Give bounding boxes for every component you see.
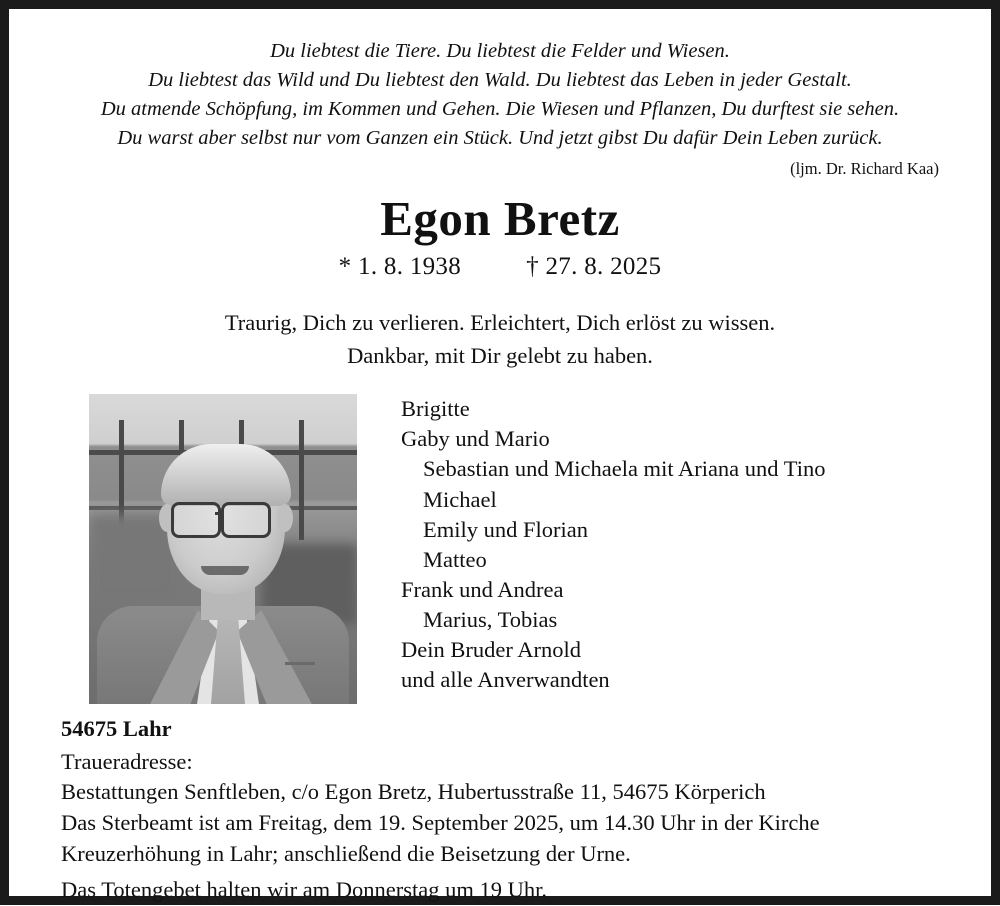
tribute xyxy=(39,307,961,372)
family-member: Brigitte xyxy=(401,396,470,422)
portrait-glasses-left xyxy=(171,502,221,538)
family-member: Emily und Florian xyxy=(423,516,588,542)
tribute-line: Dankbar, mit Dir gelebt zu haben. xyxy=(347,342,653,368)
place-line: 54675 Lahr xyxy=(61,716,172,742)
prayer-line: Das Totengebet halten wir am Donnerstag um 19 Uhr. xyxy=(61,877,548,903)
poem xyxy=(39,37,961,153)
poem-attribution: (ljm. Dr. Richard Kaa) xyxy=(790,159,939,179)
address-label: Traueradresse: xyxy=(61,748,193,774)
portrait-glasses-bridge xyxy=(215,512,223,515)
family-member: Marius, Tobias xyxy=(423,607,558,633)
portrait-glasses-right xyxy=(221,502,271,538)
service-line: Kreuzerhöhung in Lahr; anschließend die Beisetzung der Urne. xyxy=(61,840,631,866)
family-list xyxy=(401,394,961,695)
footer-details xyxy=(61,714,961,906)
deceased-name: Egon Bretz xyxy=(380,191,620,247)
family-member: Gaby und Mario xyxy=(401,426,550,452)
family-member: und alle Anverwandten xyxy=(401,667,610,693)
portrait-mouth xyxy=(201,566,249,575)
family-member: Frank und Andrea xyxy=(401,576,564,602)
portrait-pocket xyxy=(285,662,315,665)
life-dates xyxy=(39,253,961,281)
family-member: Dein Bruder Arnold xyxy=(401,637,581,663)
family-member: Matteo xyxy=(423,546,487,572)
portrait-wrapper xyxy=(89,394,357,704)
poem-line: Du atmende Schöpfung, im Kommen und Gehen. Die Wiesen und Pflanzen, Du durftest sie sehen. xyxy=(100,98,900,121)
tribute-line: Traurig, Dich zu verlieren. Erleichtert, Dich erlöst zu wissen. xyxy=(224,309,776,335)
portrait-ear-right xyxy=(277,504,293,532)
poem-line: Du warst aber selbst nur vom Ganzen ein Stück. Und jetzt gibst Du dafür Dein Leben zurück. xyxy=(117,127,883,150)
funeral-home-address: Bestattungen Senftleben, c/o Egon Bretz, Hubertusstraße 11, 54675 Körperich xyxy=(61,779,766,805)
poem-line: Du liebtest die Tiere. Du liebtest die Felder und Wiesen. xyxy=(270,40,730,62)
portrait-and-family xyxy=(39,394,961,704)
portrait-photo xyxy=(89,394,357,704)
family-member: Sebastian und Michaela mit Ariana und Tino xyxy=(423,456,826,482)
poem-line: Du liebtest das Wild und Du liebtest den Wald. Du liebtest das Leben in jeder Gestalt. xyxy=(148,69,852,92)
service-line: Das Sterbeamt ist am Freitag, dem 19. September 2025, um 14.30 Uhr in der Kirche xyxy=(61,809,820,835)
family-member: Michael xyxy=(423,486,497,512)
portrait-fence-post xyxy=(299,420,304,540)
birth-date: * 1. 8. 1938 xyxy=(338,252,462,280)
death-date: † 27. 8. 2025 xyxy=(526,252,662,280)
